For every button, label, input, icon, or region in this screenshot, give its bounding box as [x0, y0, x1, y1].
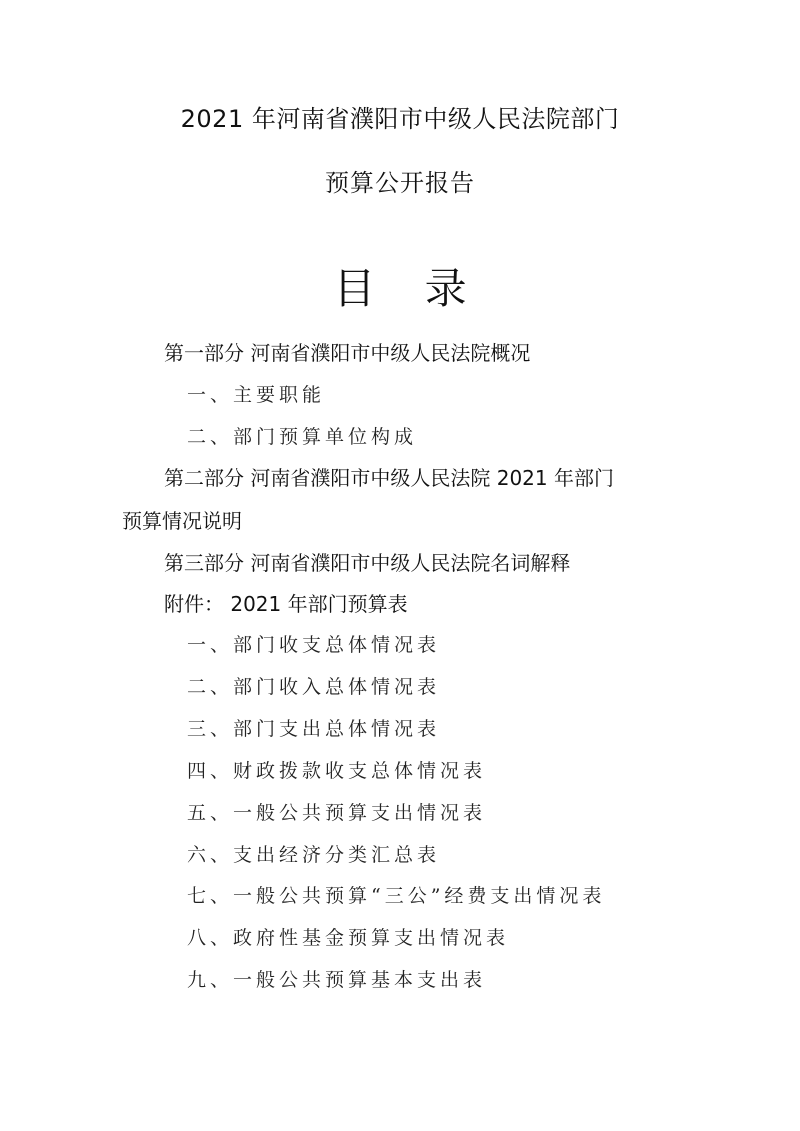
toc-part-2-line-2: 预算情况说明: [122, 509, 242, 533]
toc-part-1: 第一部分 河南省濮阳市中级人民法院概况: [164, 341, 531, 365]
toc-attachment-item-5: 五、一般公共预算支出情况表: [187, 802, 487, 824]
toc-attachment-item-1: 一、部门收支总体情况表: [187, 634, 441, 656]
toc-attachment-item-4: 四、财政拨款收支总体情况表: [187, 760, 487, 782]
toc-attachment-item-3: 三、部门支出总体情况表: [187, 718, 441, 740]
report-title-line-1: 2021 年河南省濮阳市中级人民法院部门: [180, 105, 620, 133]
toc-attachment-item-6: 六、支出经济分类汇总表: [187, 844, 441, 866]
toc-part-1-item-2: 二、部门预算单位构成: [187, 426, 418, 448]
toc-attachment-item-9: 九、一般公共预算基本支出表: [187, 969, 487, 991]
toc-part-2-line-1: 第二部分 河南省濮阳市中级人民法院 2021 年部门: [164, 466, 614, 490]
toc-attachment-item-2: 二、部门收入总体情况表: [187, 676, 441, 698]
toc-part-1-item-1: 一、主要职能: [187, 384, 326, 406]
toc-attachment-item-8: 八、政府性基金预算支出情况表: [187, 927, 510, 949]
report-title-line-2: 预算公开报告: [325, 169, 475, 197]
toc-part-3: 第三部分 河南省濮阳市中级人民法院名词解释: [164, 551, 571, 575]
table-of-contents-heading: 目 录: [333, 264, 485, 313]
toc-attachment: 附件： 2021 年部门预算表: [164, 592, 408, 616]
toc-attachment-item-7: 七、一般公共预算“三公”经费支出情况表: [187, 885, 606, 907]
